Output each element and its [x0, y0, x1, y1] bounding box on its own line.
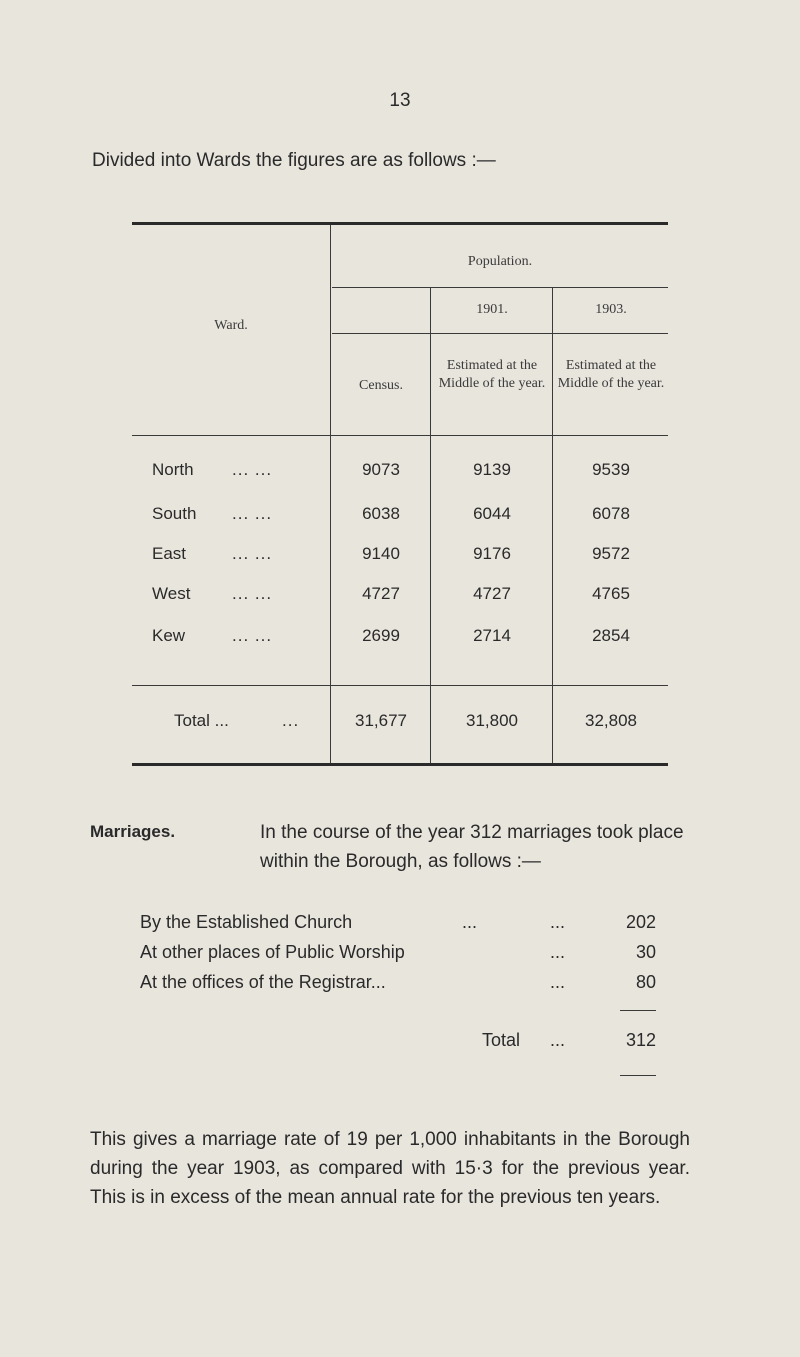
page-number: 13 [389, 90, 411, 111]
estimated-1901-header: Estimated at the Middle of the year. [438, 358, 546, 392]
leader-dots: ... [550, 912, 566, 932]
marriage-item [140, 972, 680, 998]
closing-paragraph: This gives a marriage rate of 19 per 1,000 inhabitants in the Borough during the year 1903, as compared with 15·3 for the previous year. This is in excess of the mean annual rate for the previous ten years. [90, 1129, 690, 1208]
leader-dots: ... ... [232, 504, 273, 523]
leader-dots: ... ... [232, 544, 273, 563]
estimate-1903-value: 4765 [592, 584, 630, 603]
estimate-1903-value: 2854 [592, 626, 630, 645]
census-value: 4727 [362, 584, 400, 603]
estimate-1901-value: 2714 [473, 626, 511, 645]
ward-name: West [152, 584, 191, 603]
marriage-item-label: At other places of Public Worship [140, 942, 405, 962]
marriage-item-value: 30 [635, 942, 656, 962]
estimate-1901-value: 9176 [473, 544, 511, 563]
marriage-item [140, 942, 680, 968]
table-row [132, 626, 668, 652]
ward-name: Kew [152, 626, 186, 645]
leader-dots: ... ... [232, 626, 273, 645]
column-divider [330, 225, 331, 763]
marriage-item-label: By the Established Church [140, 912, 353, 932]
marriage-item-value: 202 [625, 912, 656, 932]
ward-header: Ward. [214, 318, 248, 333]
leader-dots: ... ... [232, 584, 273, 603]
header-rule [332, 287, 668, 288]
census-value: 6038 [362, 504, 400, 523]
estimate-1903-value: 9539 [592, 460, 630, 479]
leader-dots: ... [462, 912, 478, 932]
total-row [132, 711, 668, 737]
leader-dots: ... [550, 1030, 566, 1050]
ward-name: South [152, 504, 197, 523]
census-value: 9073 [362, 460, 400, 479]
table-row [132, 544, 668, 570]
marriage-total-row [140, 1030, 680, 1056]
year-1901-header: 1901. [476, 302, 508, 317]
leader-dots: ... [550, 942, 566, 962]
estimate-1901-value: 4727 [473, 584, 511, 603]
population-header: Population. [467, 254, 533, 269]
total-estimate-1903: 32,808 [585, 711, 637, 730]
intro-text: Divided into Wards the figures are as follows :— [92, 150, 496, 171]
leader-dots: ... [282, 711, 300, 730]
population-table [132, 222, 668, 766]
marriages-text: In the course of the year 312 marriages took place within the Borough, as follows :— [260, 822, 684, 872]
marriage-item-value: 80 [635, 972, 656, 992]
marriage-item-label: At the offices of the Registrar... [140, 972, 386, 992]
marriages-heading: Marriages. [90, 822, 176, 841]
leader-dots: ... ... [232, 460, 273, 479]
leader-dots: ... [550, 972, 566, 992]
estimate-1903-value: 9572 [592, 544, 630, 563]
marriage-item [140, 912, 680, 938]
estimate-1901-value: 6044 [473, 504, 511, 523]
table-row [132, 460, 668, 486]
total-rule [132, 685, 668, 686]
census-value: 2699 [362, 626, 400, 645]
ward-name: East [152, 544, 187, 563]
marriage-total-value: 312 [625, 1030, 656, 1050]
census-value: 9140 [362, 544, 400, 563]
header-bottom-rule [132, 435, 668, 436]
sum-rule [620, 1075, 656, 1076]
table-row [132, 584, 668, 610]
census-header: Census. [359, 378, 403, 393]
marriage-total-label: Total [482, 1030, 521, 1050]
table-row [132, 504, 668, 530]
estimated-1903-header: Estimated at the Middle of the year. [557, 358, 665, 392]
total-label: Total ... [174, 711, 229, 730]
header-rule [332, 333, 668, 334]
ward-name: North [152, 460, 194, 479]
estimate-1901-value: 9139 [473, 460, 511, 479]
total-census: 31,677 [355, 711, 407, 730]
estimate-1903-value: 6078 [592, 504, 630, 523]
total-estimate-1901: 31,800 [466, 711, 518, 730]
year-1903-header: 1903. [595, 302, 627, 317]
sum-rule [620, 1010, 656, 1011]
